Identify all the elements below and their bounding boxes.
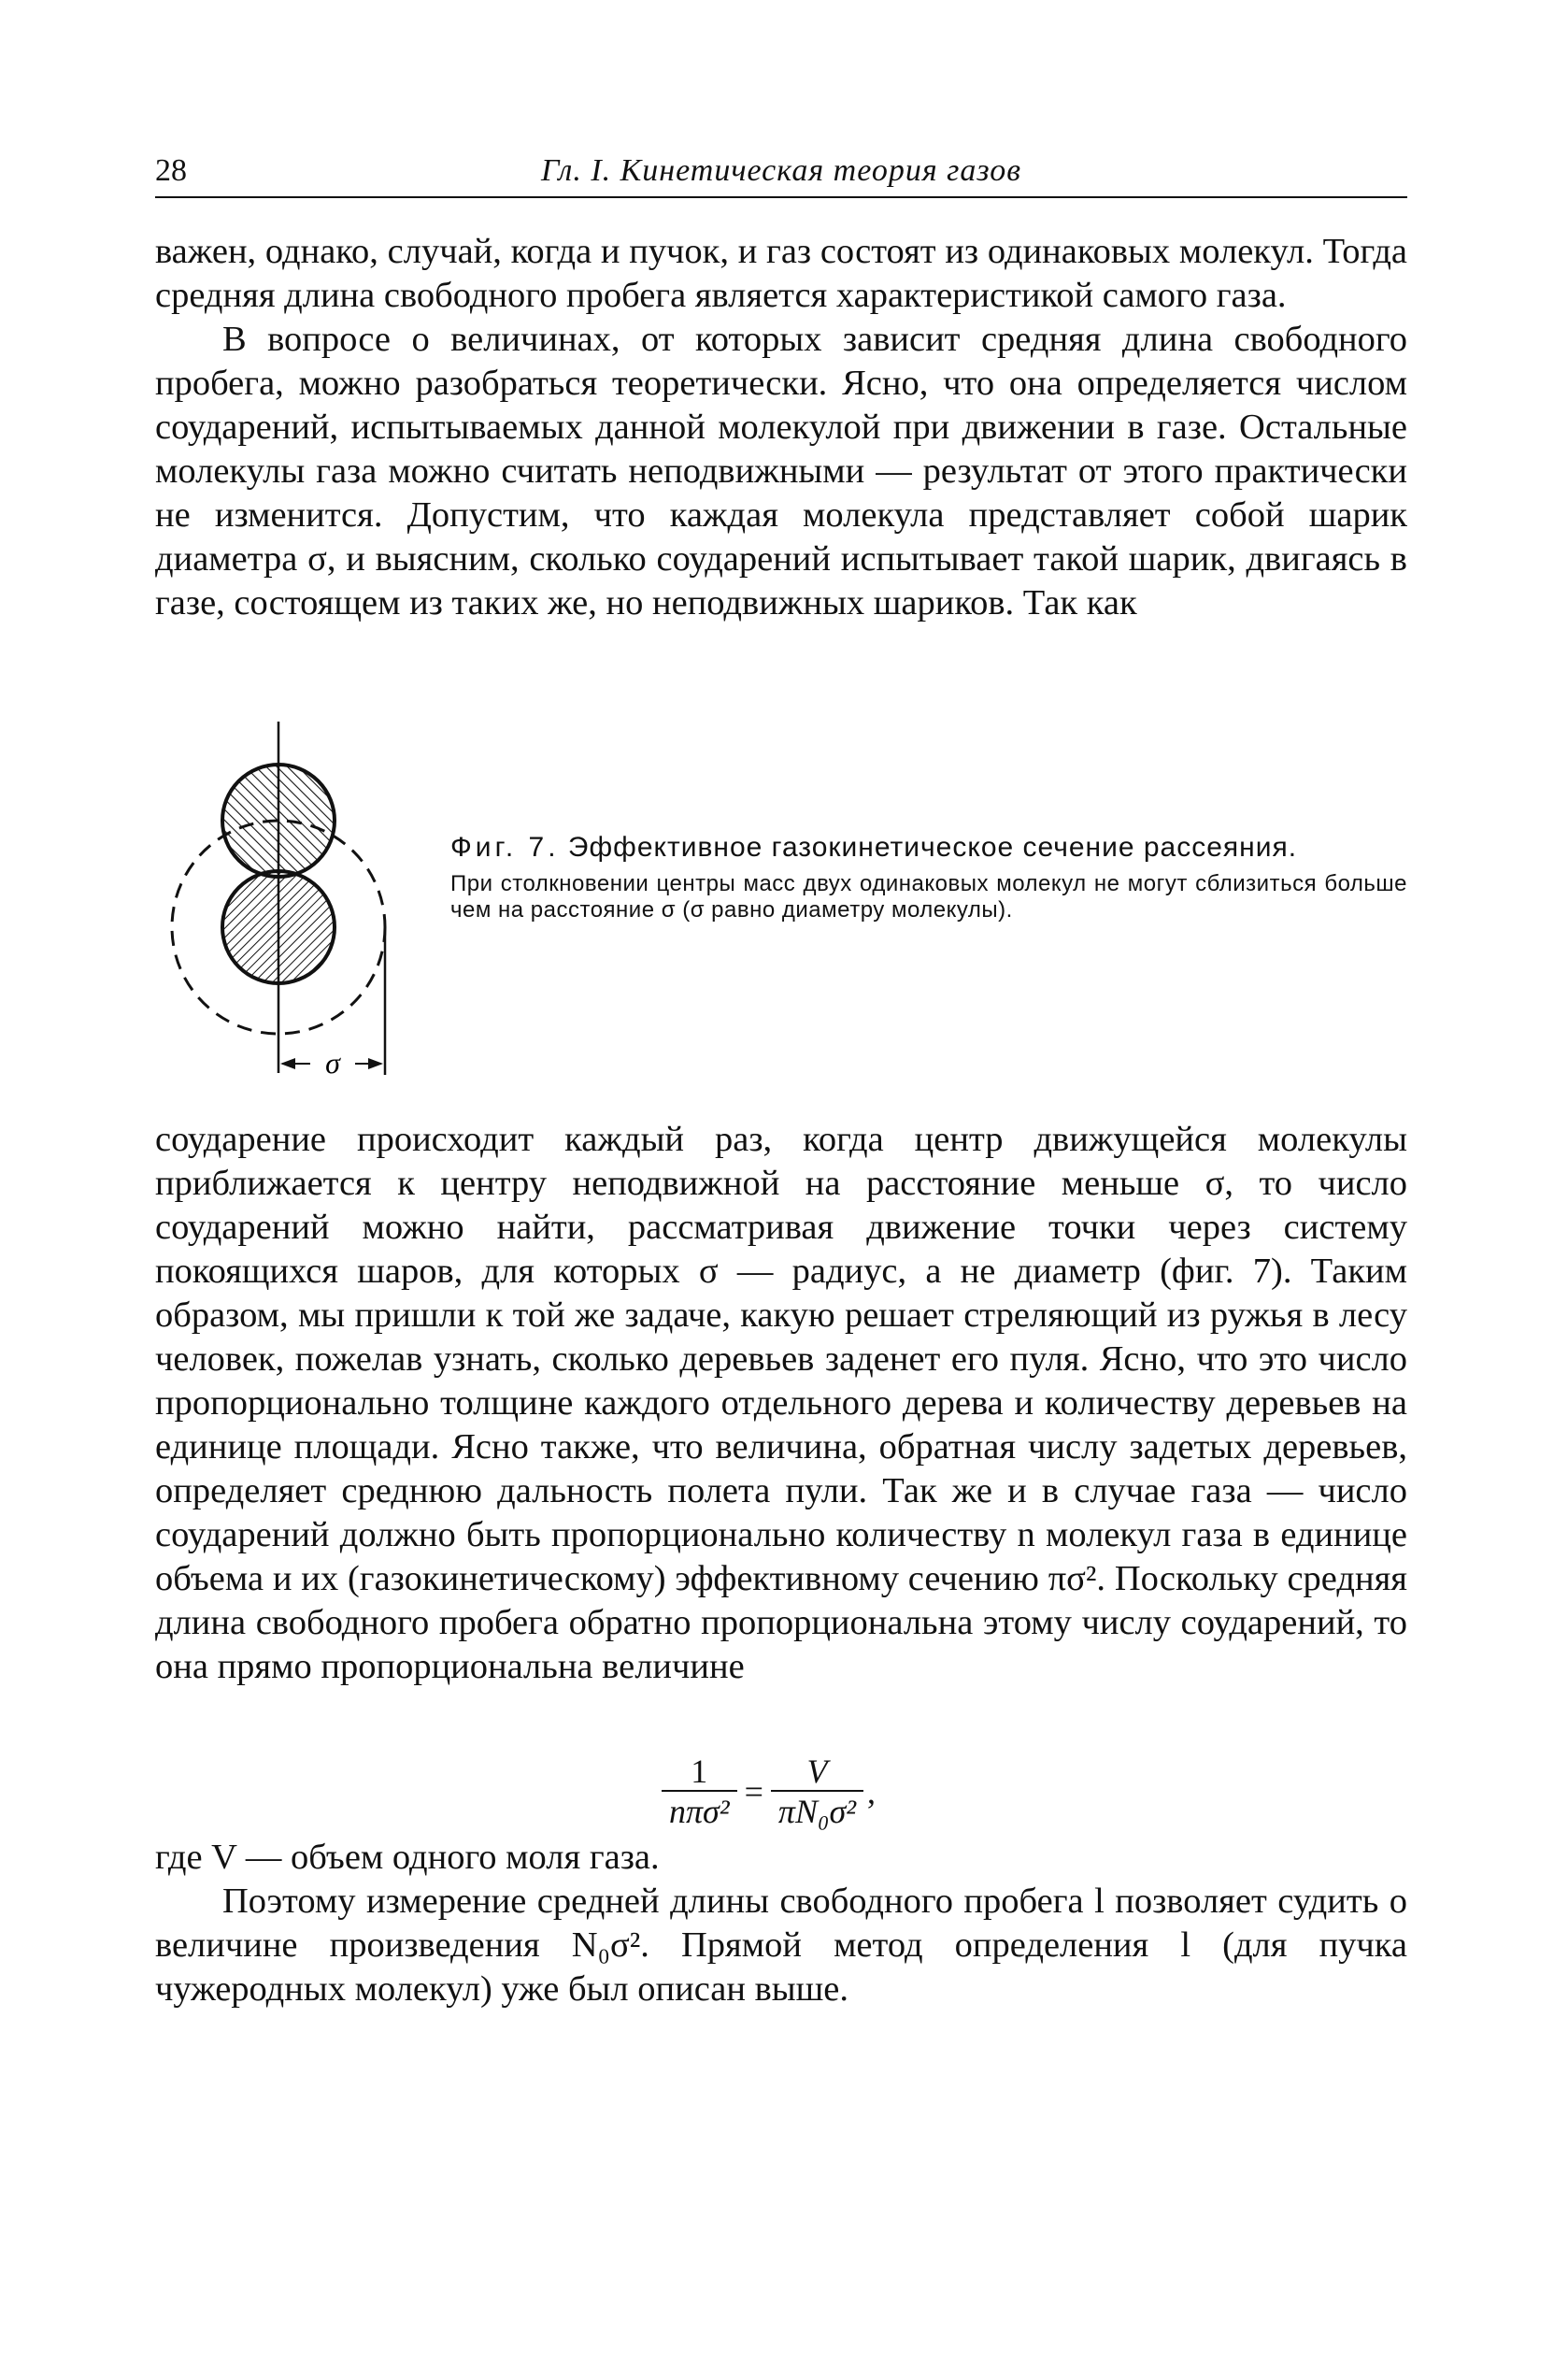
arrow-left-icon bbox=[280, 1058, 295, 1069]
paragraph: В вопросе о величинах, от которых зависит средняя длина свободного пробега, можно разобраться теоретически. Ясно, что она определяется числом соударений, испытываемых данной молекулой при движении в газе. Остальные молекулы газа можно считать неподвижными — результат от этого практически не изменится. Допустим, что каждая молекула представляет собой шарик диаметра σ, и выясним, сколько соударений испытывает такой шарик, двигаясь в газе, состоящем из таких же, но неподвижных шариков. Так как bbox=[155, 320, 1407, 622]
page-header bbox=[155, 150, 1407, 198]
caption-body: При столкновении центры масс двух одинаковых молекул не могут сблизиться больше чем на расстояние σ (σ равно диаметру молекулы). bbox=[450, 871, 1407, 923]
running-title: Гл. I. Кинетическая теория газов bbox=[541, 153, 1021, 188]
sigma-label: σ bbox=[325, 1046, 340, 1080]
fraction-right-denominator: πN₀σ² bbox=[771, 1790, 863, 1831]
page-number: 28 bbox=[155, 153, 187, 188]
arrow-right-icon bbox=[368, 1058, 383, 1069]
stationary-molecule bbox=[222, 871, 335, 983]
formula bbox=[662, 1750, 876, 1834]
fraction-left-denominator: nπσ² bbox=[662, 1790, 737, 1831]
figure-title: Эффективное газокинетическое сечение рассеяния. bbox=[567, 832, 1298, 863]
paragraph: Поэтому измерение средней длины свободного пробега l позволяет судить о величине произведения N₀σ². Прямой метод определения l (для пучка чужеродных молекул) уже был описан выше. bbox=[155, 1882, 1407, 2009]
figure-caption bbox=[450, 832, 1407, 923]
text-block-middle bbox=[155, 1118, 1407, 1689]
moving-molecule bbox=[222, 765, 335, 877]
paragraph: важен, однако, случай, когда и пучок, и газ состоят из одинаковых молекул. Тогда средняя длина свободного пробега является характеристикой самого газа. bbox=[155, 232, 1407, 315]
figure-label: Фиг. 7. bbox=[450, 832, 560, 863]
text-block-bottom bbox=[155, 1836, 1407, 2011]
formula-comma: , bbox=[867, 1773, 877, 1810]
fraction-left bbox=[662, 1753, 737, 1831]
fraction-left-numerator: 1 bbox=[691, 1753, 708, 1790]
collision-diagram bbox=[155, 720, 445, 1094]
equals-sign: = bbox=[744, 1773, 763, 1810]
fraction-right-numerator: V bbox=[806, 1753, 828, 1790]
fraction-right bbox=[771, 1753, 863, 1831]
text-block-top bbox=[155, 230, 1407, 625]
caption-title-line bbox=[450, 832, 1407, 864]
paragraph: где V — объем одного моля газа. bbox=[155, 1838, 660, 1877]
figure-7 bbox=[155, 720, 1407, 1094]
paragraph: соударение происходит каждый раз, когда центр движущейся молекулы приближается к центру неподвижной на расстояние меньше σ, то число соударений можно найти, рассматривая движение точки через систему покоящихся шаров, для которых σ — радиус, а не диаметр (фиг. 7). Таким образом, мы пришли к той же задаче, какую решает стреляющий из ружья в лесу человек, пожелав узнать, сколько деревьев заденет его пуля. Ясно, что это число пропорционально толщине каждого отдельного дерева и количеству деревьев на единице площади. Ясно также, что величина, обратная числу задетых деревьев, определяет среднюю дальность полета пули. Так же и в случае газа — число соударений должно быть пропорционально количеству n молекул газа в единице объема и их (газокинетическому) эффективному сечению πσ². Поскольку средняя длина свободного пробега обратно пропорциональна этому числу соударений, то она прямо пропорциональна величине bbox=[155, 1120, 1407, 1686]
